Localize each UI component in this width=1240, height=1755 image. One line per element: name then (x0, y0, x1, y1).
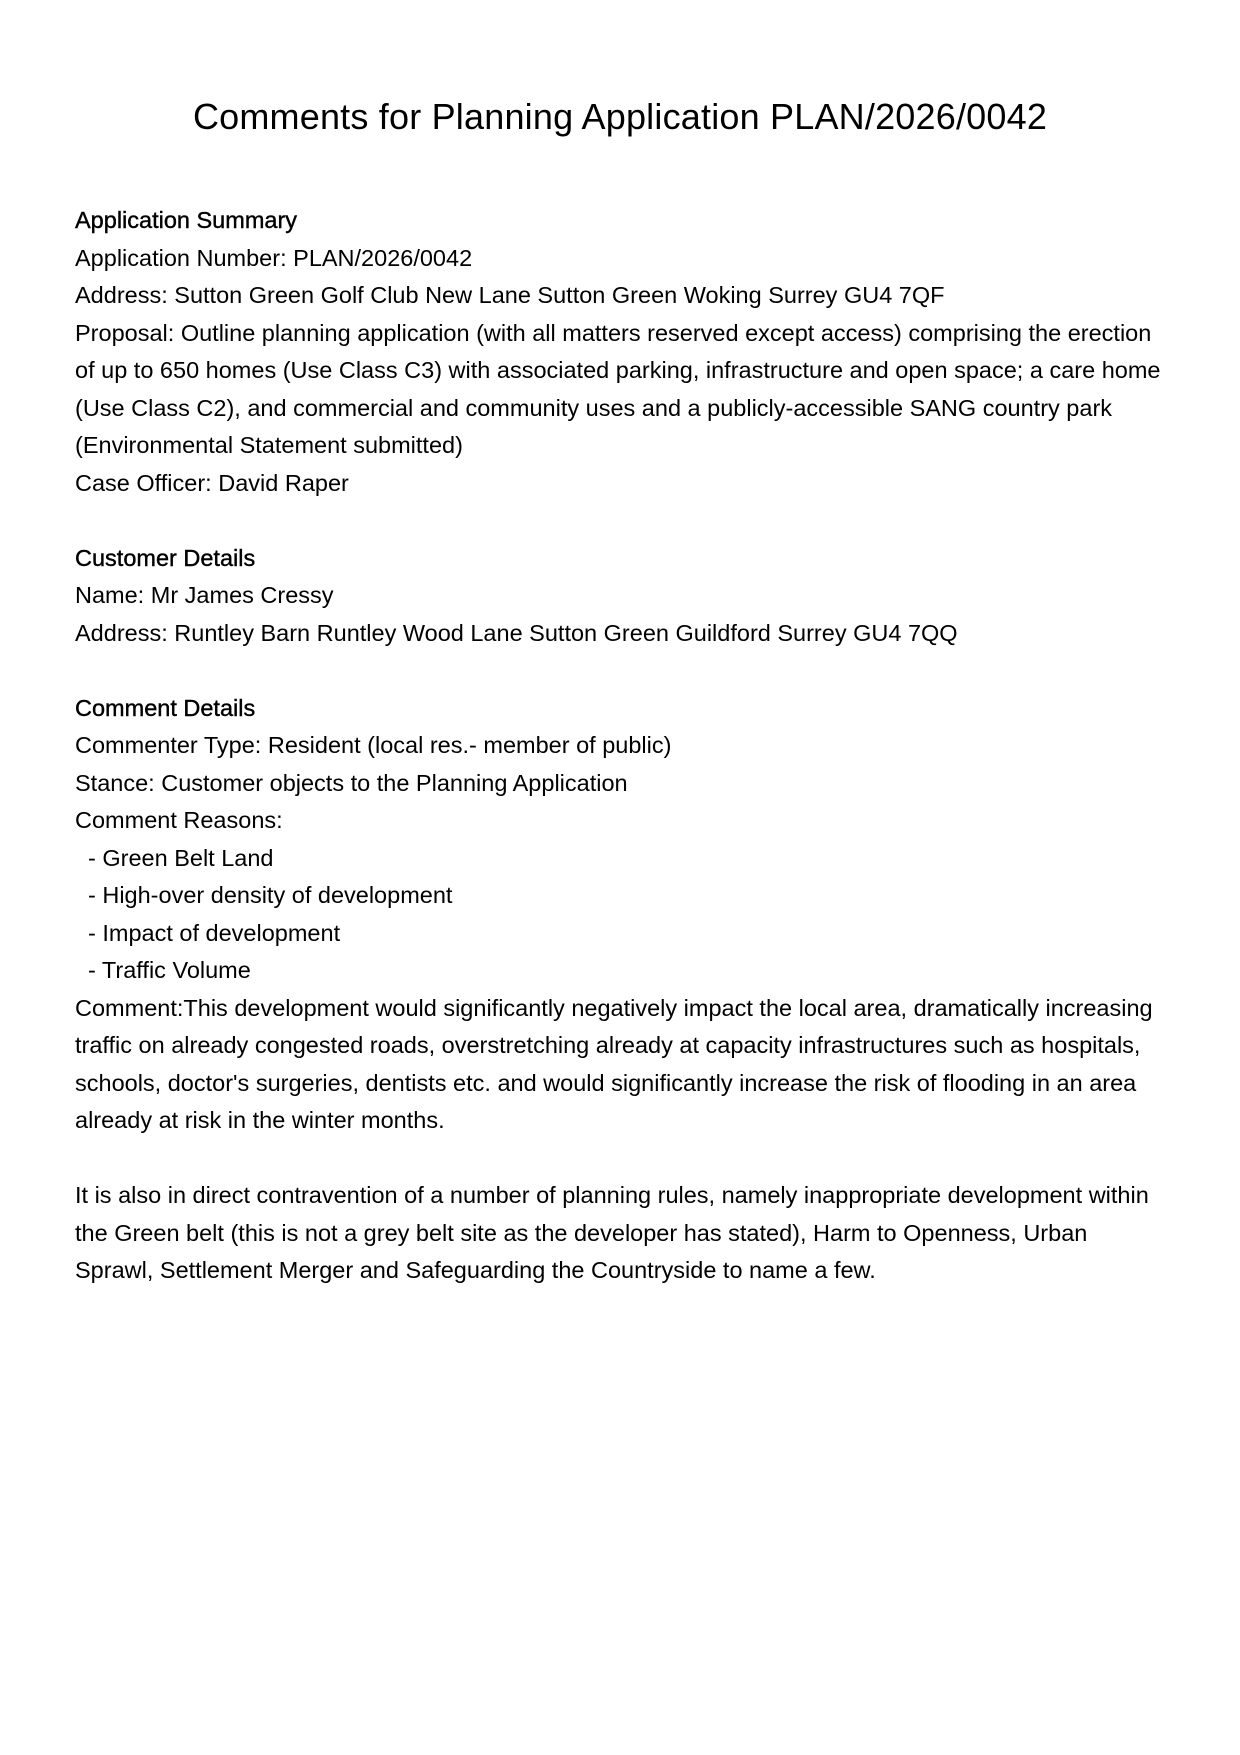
proposal-line (75, 315, 1165, 465)
application-number-line (75, 240, 1165, 278)
customer-details-heading: Customer Details (75, 544, 256, 571)
application-address-label: Address: (75, 282, 175, 308)
comment-details-section (75, 690, 1165, 1290)
application-summary-section (75, 202, 1165, 502)
case-officer-line (75, 465, 1165, 503)
comment-reasons-label: Comment Reasons: (75, 807, 283, 833)
stance-value: Customer objects to the Planning Application (161, 769, 628, 796)
reason-item: - Impact of development (88, 919, 341, 946)
reason-item: - Green Belt Land (88, 844, 274, 871)
comment-paragraph-2: It is also in direct contravention of a number of planning rules, namely inappropriate development within the Green belt (this is not a grey belt site as the developer has stated), Harm to Openness, Urban Sprawl, Settlement Merger and Safeguarding the Countryside to name a few. (75, 1182, 1149, 1283)
comment-paragraph-1 (75, 990, 1165, 1140)
application-number-label: Application Number: (75, 244, 294, 271)
proposal-label: Proposal: (75, 319, 181, 346)
customer-name-label: Name: (75, 582, 151, 608)
proposal-value: Outline planning application (with all matters reserved except access) comprising the erection of up to 650 homes (Use Class C3) with associated parking, infrastructure and open space; a care home (Use Class C2), and commercial and community uses and a publicly-accessible SANG country park (Environmental Statement submitted) (75, 319, 1161, 458)
reason-item: - High-over density of development (88, 882, 453, 908)
commenter-type-value: Resident (local res.- member of public) (267, 732, 672, 758)
commenter-type-line (75, 727, 1165, 765)
comment-body (75, 990, 1165, 1290)
customer-address-value: Runtley Barn Runtley Wood Lane Sutton Green Guildford Surrey GU4 7QQ (174, 619, 958, 646)
commenter-type-label: Commenter Type: (75, 732, 268, 758)
stance-label: Stance: (75, 769, 162, 796)
case-officer-value: David Raper (218, 469, 349, 496)
application-address-line (75, 277, 1165, 315)
reason-item: - Traffic Volume (88, 957, 251, 983)
customer-address-line (75, 615, 1165, 653)
customer-name-value: Mr James Cressy (150, 582, 334, 608)
application-number-value: PLAN/2026/0042 (293, 244, 473, 271)
case-officer-label: Case Officer: (75, 469, 219, 496)
application-summary-heading: Application Summary (75, 207, 298, 233)
page-title: Comments for Planning Application PLAN/2026/0042 (192, 96, 1048, 137)
comment-text-1: This development would significantly negatively impact the local area, dramatically increasing traffic on already congested roads, overstretching already at capacity infrastructures such as hospitals, schools, doctor's surgeries, dentists etc. and would significantly increase the risk of flooding in an area already at risk in the winter months. (75, 994, 1153, 1133)
comment-label: Comment: (75, 994, 184, 1021)
customer-details-section (75, 540, 1165, 653)
comment-details-heading: Comment Details (75, 694, 256, 721)
application-address-value: Sutton Green Golf Club New Lane Sutton Green Woking Surrey GU4 7QF (174, 282, 945, 308)
document-body (75, 202, 1165, 1290)
customer-address-label: Address: (75, 619, 175, 646)
comment-reasons-list (75, 840, 1165, 990)
stance-line (75, 765, 1165, 803)
customer-name-line (75, 577, 1165, 615)
